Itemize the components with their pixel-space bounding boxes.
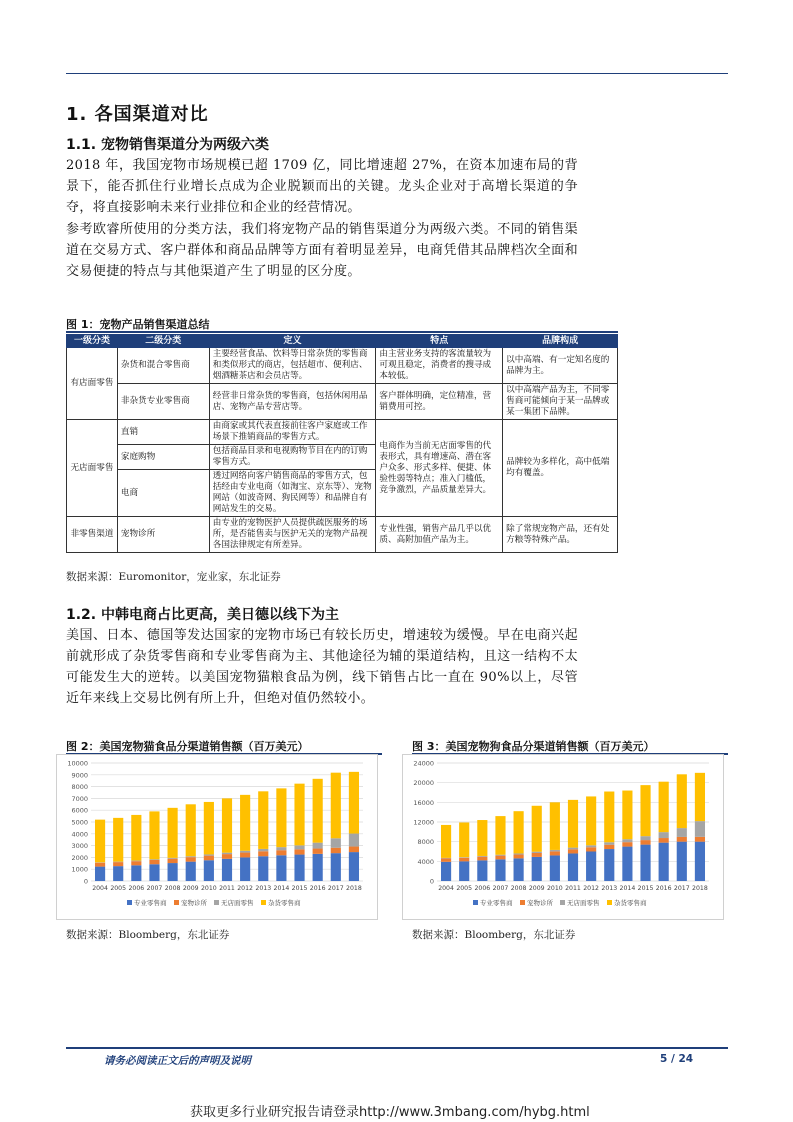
legend-label: 杂货零售商 <box>268 899 301 907</box>
bar-segment <box>514 811 524 853</box>
bar-segment <box>495 855 505 856</box>
bar-segment <box>222 853 232 854</box>
bar-segment <box>294 784 304 846</box>
bar-segment <box>622 839 632 842</box>
x-tick-label: 2011 <box>219 885 235 892</box>
section-title: 1. 各国渠道对比 <box>66 104 209 125</box>
cell-definition: 透过网络向客户销售商品的零售方式，包括经由专业电商（如淘宝、京东等）、宠物网站（如波奇网、狗民网等）和品牌自有网站发生的交易。 <box>209 470 376 517</box>
bar-segment <box>331 773 341 839</box>
x-tick-label: 2009 <box>182 885 199 892</box>
x-tick-label: 2004 <box>438 885 454 892</box>
bar-segment <box>622 791 632 840</box>
x-tick-label: 2017 <box>327 885 344 892</box>
bar-segment <box>276 788 286 847</box>
bar-segment <box>95 820 105 863</box>
figure3-caption: 图 3：美国宠物狗食品分渠道销售额（百万美元） <box>412 740 655 753</box>
bar-segment <box>204 854 214 855</box>
x-tick-label: 2016 <box>309 885 326 892</box>
y-tick-label: 12000 <box>413 818 434 827</box>
bar-segment <box>258 849 268 851</box>
paragraph-channel-classification: 参考欧睿所使用的分类方法，我们将宠物产品的销售渠道分为两级六类。不同的销售渠道在交易方式、客户群体和商品品牌等方面有着明显差异，电商凭借其品牌档次全面和交易便捷的特点与其他渠道产生了明显的区分度。 <box>66 222 578 279</box>
bar-segment <box>622 842 632 846</box>
bar-segment <box>459 858 469 862</box>
table-row <box>67 420 618 445</box>
bar-segment <box>532 852 542 853</box>
figure1-source: 数据来源：Euromonitor，宠业家，东北证券 <box>66 571 281 583</box>
cell-definition: 由专业的宠物医护人员提供疏医服务的场所，是否能售卖与医护无关的宠物产品视各国法律规定有所差异。 <box>209 517 376 553</box>
col-header-definition: 定义 <box>209 335 376 348</box>
bar-segment <box>131 815 141 861</box>
bar-segment <box>441 825 451 858</box>
x-tick-label: 2017 <box>673 885 690 892</box>
cell-feature: 由主营业务支持的客流量较为可观且稳定，消费者的搜寻成本较低。 <box>376 348 503 384</box>
bar-segment <box>349 847 359 853</box>
bar-segment <box>313 849 323 854</box>
bar-segment <box>640 845 650 881</box>
legend-swatch <box>473 900 478 905</box>
bar-segment <box>204 802 214 855</box>
figure1-caption-rule <box>66 331 618 333</box>
bar-segment <box>240 853 250 858</box>
paragraph-market-size: 2018 年，我国宠物市场规模已超 1709 亿，同比增速超 27%，在资本加速布局的背景下，能否抓住行业增长点成为企业脱颖而出的关键。龙头企业对于高增长渠道的争夺，将直接影响未来行业排位和企业的经营情况。 <box>66 158 578 215</box>
table-row <box>67 348 618 384</box>
bar-segment <box>550 855 560 881</box>
cat-food-chart <box>57 755 377 919</box>
bar-segment <box>294 845 304 849</box>
bar-segment <box>677 837 687 842</box>
y-tick-label: 4000 <box>71 830 88 839</box>
bar-segment <box>586 845 596 847</box>
bar-segment <box>113 862 123 866</box>
x-tick-label: 2014 <box>273 885 290 892</box>
page-number: 5 / 24 <box>660 1053 694 1065</box>
legend-swatch <box>560 900 565 905</box>
y-tick-label: 8000 <box>417 838 434 847</box>
cell-level2: 宠物诊所 <box>117 517 209 553</box>
bar-segment <box>550 802 560 850</box>
bar-segment <box>294 849 304 854</box>
bar-segment <box>459 861 469 881</box>
cell-level1: 非零售渠道 <box>67 517 118 553</box>
legend-label: 无店面零售 <box>221 899 254 907</box>
bar-segment <box>640 840 650 845</box>
bar-segment <box>586 796 596 845</box>
bar-segment <box>294 855 304 881</box>
legend-swatch <box>607 900 612 905</box>
bar-segment <box>586 847 596 851</box>
x-tick-label: 2011 <box>565 885 581 892</box>
watermark-link[interactable]: 获取更多行业研究报告请登录http://www.3mbang.com/hybg.html <box>190 1105 590 1120</box>
bar-segment <box>659 832 669 838</box>
x-tick-label: 2012 <box>583 885 600 892</box>
y-tick-label: 8000 <box>71 783 88 792</box>
table-row <box>67 384 618 420</box>
bar-segment <box>186 857 196 861</box>
bar-segment <box>495 859 505 881</box>
cell-definition: 由商家或其代表直接前往客户家庭或工作场景下推销商品的零售方式。 <box>209 420 376 445</box>
bar-segment <box>168 863 178 881</box>
cell-level2: 直销 <box>117 420 209 445</box>
bar-segment <box>240 851 250 853</box>
legend-label: 宠物诊所 <box>181 899 207 907</box>
col-header-level1: 一级分类 <box>67 335 118 348</box>
cell-level2: 非杂货专业零售商 <box>117 384 209 420</box>
bar-segment <box>149 811 159 859</box>
paragraph-developed-markets: 美国、日本、德国等发达国家的宠物市场已有较长历史，增速较为缓慢。早在电商兴起前就形成了杂货零售商和专业零售商为主、其他途径为辅的渠道结构，且这一结构不太可能发生大的逆转。以美国宠物猫粮食品为例，线下销售占比一直在 90%以上，尽管近年来线上交易比例有所上升，但绝对值仍然较小。 <box>66 628 578 706</box>
bar-segment <box>659 843 669 881</box>
x-tick-label: 2009 <box>528 885 545 892</box>
bar-segment <box>113 866 123 881</box>
bar-segment <box>222 859 232 881</box>
bar-segment <box>276 850 286 855</box>
bar-segment <box>222 854 232 859</box>
x-tick-label: 2015 <box>291 885 308 892</box>
bar-segment <box>550 851 560 855</box>
x-tick-label: 2016 <box>655 885 672 892</box>
x-tick-label: 2012 <box>237 885 254 892</box>
bar-segment <box>514 855 524 859</box>
bar-segment <box>604 792 614 843</box>
x-tick-label: 2006 <box>474 885 491 892</box>
bar-segment <box>477 820 487 856</box>
cell-definition: 经营非日常杂货的零售商，包括休闲用品店、宠物产品专营店等。 <box>209 384 376 420</box>
bar-segment <box>95 867 105 881</box>
cell-brand: 品牌较为多样化，高中低端均有覆盖。 <box>503 420 618 517</box>
bar-segment <box>222 798 232 852</box>
x-tick-label: 2008 <box>510 885 527 892</box>
cell-definition: 包括商品目录和电视购物节目在内的订购零售方式。 <box>209 445 376 470</box>
cell-level2: 杂货和混合零售商 <box>117 348 209 384</box>
legend-label: 专业零售商 <box>480 899 513 907</box>
bar-segment <box>313 843 323 849</box>
x-tick-label: 2007 <box>146 885 163 892</box>
bar-segment <box>604 849 614 881</box>
bar-segment <box>331 848 341 853</box>
figure2-source: 数据来源：Bloomberg，东北证券 <box>66 929 230 941</box>
bar-segment <box>349 852 359 881</box>
bar-segment <box>659 838 669 843</box>
cat-food-chart-frame <box>56 754 378 920</box>
y-tick-label: 4000 <box>417 857 434 866</box>
bar-segment <box>149 859 159 860</box>
bar-segment <box>349 772 359 834</box>
cell-brand: 以中高端、有一定知名度的品牌为主。 <box>503 348 618 384</box>
bar-segment <box>568 848 578 850</box>
bar-segment <box>149 864 159 881</box>
legend-label: 宠物诊所 <box>527 899 553 907</box>
figure3-source: 数据来源：Bloomberg，东北证券 <box>412 929 576 941</box>
legend-swatch <box>127 900 132 905</box>
bar-segment <box>204 860 214 881</box>
y-tick-label: 10000 <box>67 759 88 768</box>
y-tick-label: 20000 <box>413 779 434 788</box>
x-tick-label: 2008 <box>164 885 181 892</box>
bar-segment <box>168 859 178 863</box>
y-tick-label: 5000 <box>71 818 88 827</box>
bar-segment <box>331 838 341 847</box>
x-tick-label: 2013 <box>255 885 272 892</box>
bar-segment <box>441 858 451 861</box>
dog-food-chart-frame <box>402 754 724 920</box>
bar-segment <box>186 804 196 856</box>
bar-segment <box>276 847 286 850</box>
bar-segment <box>568 853 578 881</box>
y-tick-label: 6000 <box>71 806 88 815</box>
bar-segment <box>168 808 178 858</box>
bar-segment <box>495 816 505 855</box>
x-tick-label: 2006 <box>128 885 145 892</box>
cell-feature: 电商作为当前无店面零售的代表形式，具有增速高、潜在客户众多、形式多样、便捷、体验性弱等特点；准入门槛低，竞争激烈，产品质量差异大。 <box>376 420 503 517</box>
legend-swatch <box>520 900 525 905</box>
bar-segment <box>477 860 487 881</box>
bar-segment <box>349 834 359 847</box>
bar-segment <box>568 849 578 853</box>
bar-segment <box>514 858 524 881</box>
bar-segment <box>131 861 141 862</box>
subsection-title-1-2: 1.2. 中韩电商占比更高，美日德以线下为主 <box>66 607 339 623</box>
bar-segment <box>604 842 614 844</box>
bar-segment <box>186 862 196 881</box>
bar-segment <box>514 853 524 854</box>
bar-segment <box>695 837 705 842</box>
x-tick-label: 2007 <box>492 885 509 892</box>
col-header-level2: 二级分类 <box>117 335 209 348</box>
channel-summary-table <box>66 334 618 553</box>
bar-segment <box>168 858 178 859</box>
bar-segment <box>459 857 469 858</box>
bar-segment <box>276 855 286 881</box>
y-tick-label: 9000 <box>71 771 88 780</box>
y-tick-label: 3000 <box>71 842 88 851</box>
bar-segment <box>459 822 469 857</box>
bar-segment <box>331 853 341 881</box>
cell-level1: 有店面零售 <box>67 348 118 420</box>
table-header-row <box>67 335 618 348</box>
y-tick-label: 7000 <box>71 794 88 803</box>
bar-segment <box>532 853 542 857</box>
bar-segment <box>622 847 632 881</box>
bar-segment <box>495 856 505 860</box>
bar-segment <box>313 779 323 843</box>
x-tick-label: 2005 <box>456 885 473 892</box>
bar-segment <box>477 856 487 857</box>
cell-level1: 无店面零售 <box>67 420 118 517</box>
y-tick-label: 24000 <box>413 759 434 768</box>
x-tick-label: 2014 <box>619 885 636 892</box>
x-tick-label: 2015 <box>637 885 654 892</box>
bar-segment <box>95 863 105 867</box>
x-tick-label: 2010 <box>200 885 217 892</box>
cell-definition: 主要经营食品、饮料等日常杂货的零售商和类似形式的商店，包括超市、便利店、烟酒糖茶店和会员店等。 <box>209 348 376 384</box>
bar-segment <box>258 856 268 881</box>
x-tick-label: 2005 <box>110 885 127 892</box>
cell-brand: 以中高端产品为主，不同零售商可能倾向于某一品牌或某一集团下品牌。 <box>503 384 618 420</box>
legend-label: 专业零售商 <box>134 899 167 907</box>
y-tick-label: 2000 <box>71 853 88 862</box>
bar-segment <box>204 856 214 861</box>
legend-swatch <box>261 900 266 905</box>
bar-segment <box>550 850 560 851</box>
bar-segment <box>677 774 687 828</box>
col-header-brand: 品牌构成 <box>503 335 618 348</box>
cell-brand: 除了常规宠物产品，还有处方粮等特殊产品。 <box>503 517 618 553</box>
header-rule <box>66 73 728 74</box>
footer-rule <box>66 1047 728 1049</box>
bar-segment <box>313 854 323 881</box>
x-tick-label: 2018 <box>692 885 708 892</box>
x-tick-label: 2018 <box>346 885 362 892</box>
bar-segment <box>477 857 487 861</box>
y-tick-label: 0 <box>429 877 434 886</box>
x-tick-label: 2004 <box>92 885 108 892</box>
bar-segment <box>695 821 705 837</box>
legend-swatch <box>174 900 179 905</box>
bar-segment <box>640 836 650 840</box>
y-tick-label: 0 <box>83 877 88 886</box>
bar-segment <box>149 860 159 864</box>
legend-label: 杂货零售商 <box>614 899 647 907</box>
bar-segment <box>677 842 687 881</box>
bar-segment <box>532 806 542 852</box>
bar-segment <box>695 773 705 821</box>
legend-swatch <box>214 900 219 905</box>
bar-segment <box>258 791 268 849</box>
bar-segment <box>186 856 196 857</box>
bar-segment <box>677 828 687 837</box>
bar-segment <box>258 851 268 856</box>
bar-segment <box>240 795 250 851</box>
bar-segment <box>640 785 650 836</box>
footer-disclaimer: 请务必阅读正文后的声明及说明 <box>104 1055 251 1067</box>
cell-level2: 电商 <box>117 470 209 517</box>
bar-segment <box>568 800 578 848</box>
bar-segment <box>586 852 596 882</box>
y-tick-label: 16000 <box>413 798 434 807</box>
cell-feature: 专业性强，销售产品几乎以优质、高附加值产品为主。 <box>376 517 503 553</box>
figure2-caption: 图 2：美国宠物猫食品分渠道销售额（百万美元） <box>66 740 309 753</box>
bar-segment <box>131 861 141 865</box>
figure1-caption: 图 1：宠物产品销售渠道总结 <box>66 318 210 331</box>
bar-segment <box>659 782 669 832</box>
x-tick-label: 2013 <box>601 885 618 892</box>
table-row <box>67 517 618 553</box>
bar-segment <box>604 845 614 849</box>
cell-level2: 家庭购物 <box>117 445 209 470</box>
bar-segment <box>532 857 542 881</box>
dog-food-chart <box>403 755 723 919</box>
bar-segment <box>113 818 123 862</box>
x-tick-label: 2010 <box>546 885 563 892</box>
y-tick-label: 1000 <box>71 865 88 874</box>
legend-label: 无店面零售 <box>567 899 600 907</box>
bar-segment <box>695 842 705 881</box>
bar-segment <box>441 862 451 881</box>
col-header-feature: 特点 <box>376 335 503 348</box>
subsection-title-1-1: 1.1. 宠物销售渠道分为两级六类 <box>66 137 269 153</box>
bar-segment <box>240 857 250 881</box>
cell-feature: 客户群体明确，定位精准，营销费用可控。 <box>376 384 503 420</box>
bar-segment <box>131 865 141 881</box>
